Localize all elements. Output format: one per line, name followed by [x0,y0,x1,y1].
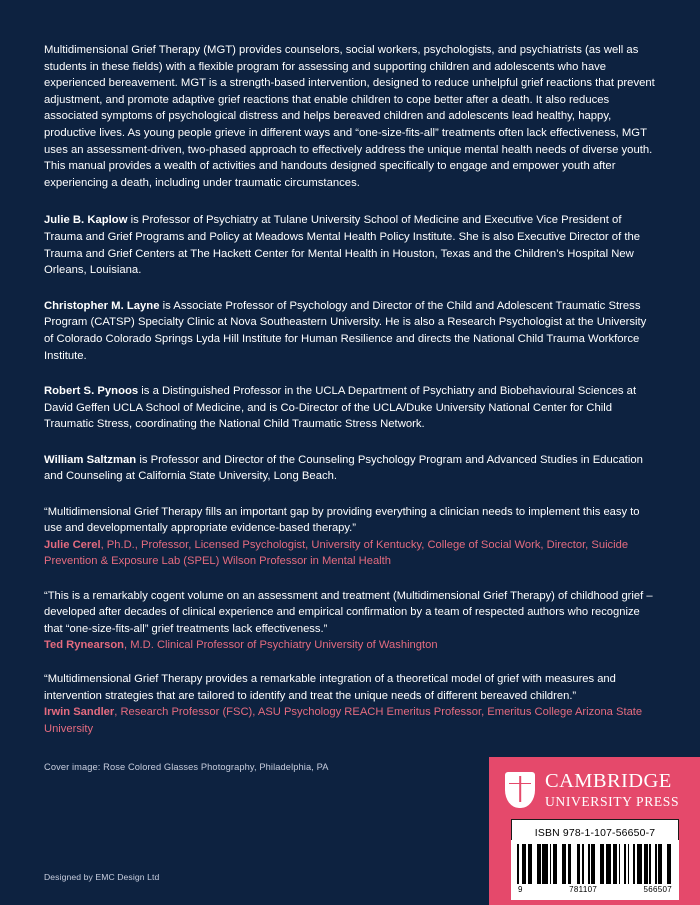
cambridge-shield-icon [505,772,535,808]
endorsement [44,671,656,737]
endorsement [44,504,656,570]
author-name: Julie B. Kaplow [44,214,128,227]
barcode-digits [517,884,673,894]
author-bio-text: is a Distinguished Professor in the UCLA Department of Psychiatry and Biobehavioural Sciences at David Geffen UCLA School of Medicine, and is Co-Director of the UCLA/Duke University National Center for Child Traumatic Stress, coordinating the National Child Traumatic Stress Network. [44,385,637,431]
endorsement-attribution [44,704,656,737]
author-name: Robert S. Pynoos [44,385,139,398]
endorsement-author: Julie Cerel [44,538,101,551]
barcode-digit-mid: 781107 [569,885,598,894]
author-name: William Saltzman [44,453,137,466]
endorsement [44,588,656,654]
publisher-logo [505,771,679,809]
isbn-label: ISBN 978-1-107-56650-7 [534,828,656,839]
barcode-bars [517,844,673,884]
endorsement-author-title: , Ph.D., Professor, Licensed Psychologist, University of Kentucky, College of Social Work, Director, Suicide Prevention & Exposure Lab (SPEL) Wilson Professor in Mental Health [44,538,629,568]
publisher-panel [489,757,700,905]
endorsement-author-title: , M.D. Clinical Professor of Psychiatry University of Washington [124,638,438,651]
endorsement-quote: “Multidimensional Grief Therapy provides a remarkable integration of a theoretical model of grief with measures and intervention strategies that are tailored to identify and treat the unique needs of different bereaved children.” [44,673,616,702]
author-bio [44,383,656,433]
endorsement-author: Ted Rynearson [44,638,124,651]
publisher-name [545,771,679,809]
author-name: Christopher M. Layne [44,299,160,312]
endorsement-attribution [44,637,656,653]
author-bio-text: is Professor and Director of the Counseling Psychology Program and Advanced Studies in Education and Counseling at California State University, Long Beach. [44,453,643,483]
barcode [511,840,679,900]
endorsement-author: Irwin Sandler [44,706,115,719]
publisher-name-line2: UNIVERSITY PRESS [545,793,680,809]
designer-credit: Designed by EMC Design Ltd [44,872,160,882]
author-bio-text: is Professor of Psychiatry at Tulane University School of Medicine and Executive Vice President of Trauma and Grief Programs and Policy at Meadows Mental Health Policy Institute. She is also Executive Director of the Trauma and Grief Centers at The Hackett Center for Mental Health in Houston, Texas and the Children’s Hospital New Orleans, Louisiana. [44,214,641,277]
barcode-digit-left: 9 [518,885,523,894]
endorsement-author-title: , Research Professor (FSC), ASU Psychology REACH Emeritus Professor, Emeritus College Arizona State University [44,706,643,735]
publisher-name-line1: CAMBRIDGE [545,770,672,792]
author-bio [44,212,656,278]
barcode-digit-right: 566507 [643,885,672,894]
cover-image-credit: Cover image: Rose Colored Glasses Photography, Philadelphia, PA [44,762,329,772]
author-bio [44,452,656,485]
book-description: Multidimensional Grief Therapy (MGT) provides counselors, social workers, psychologists, and psychiatrists (as well as students in these fields) with a flexible program for assessing and supporting children and adolescents who have experienced bereavement. MGT is a strength-based intervention, designed to reduce unhelpful grief reactions that prevent adjustment, and promote adaptive grief reactions that enable children to cope better after a death. It also reduces associated symptoms of psychological distress and helps bereaved children and adolescents lead healthy, happy, productive lives. As young people grieve in different ways and “one-size-fits-all” treatments often lack effectiveness, MGT uses an assessment-driven, two-phased approach to effectively address the unique mental health needs of diverse youth. This manual provides a wealth of activities and handouts designed specifically to engage and empower youth after experiencing a death, including under traumatic circumstances. [44,44,655,189]
endorsement-attribution [44,537,656,570]
endorsement-quote: “Multidimensional Grief Therapy fills an important gap by providing everything a clinician needs to implement this easy to use and developmentally appropriate evidence-based therapy.” [44,506,640,535]
author-bio [44,298,656,364]
author-bio-text: is Associate Professor of Psychology and Director of the Child and Adolescent Traumatic Stress Program (CATSP) Specialty Clinic at Nova Southeastern University. He is also a Research Psychologist at the University of Colorado Colorado Springs Lyda Hill Institute for Human Resilience and directs the National Child Trauma Workforce Institute. [44,299,647,362]
endorsement-quote: “This is a remarkably cogent volume on an assessment and treatment (Multidimensional Grief Therapy) of childhood grief – developed after decades of clinical experience and empirical confirmation by a team of respected authors who recognize that “one-size-fits-all” grief treatments lack effectiveness.” [44,589,653,635]
